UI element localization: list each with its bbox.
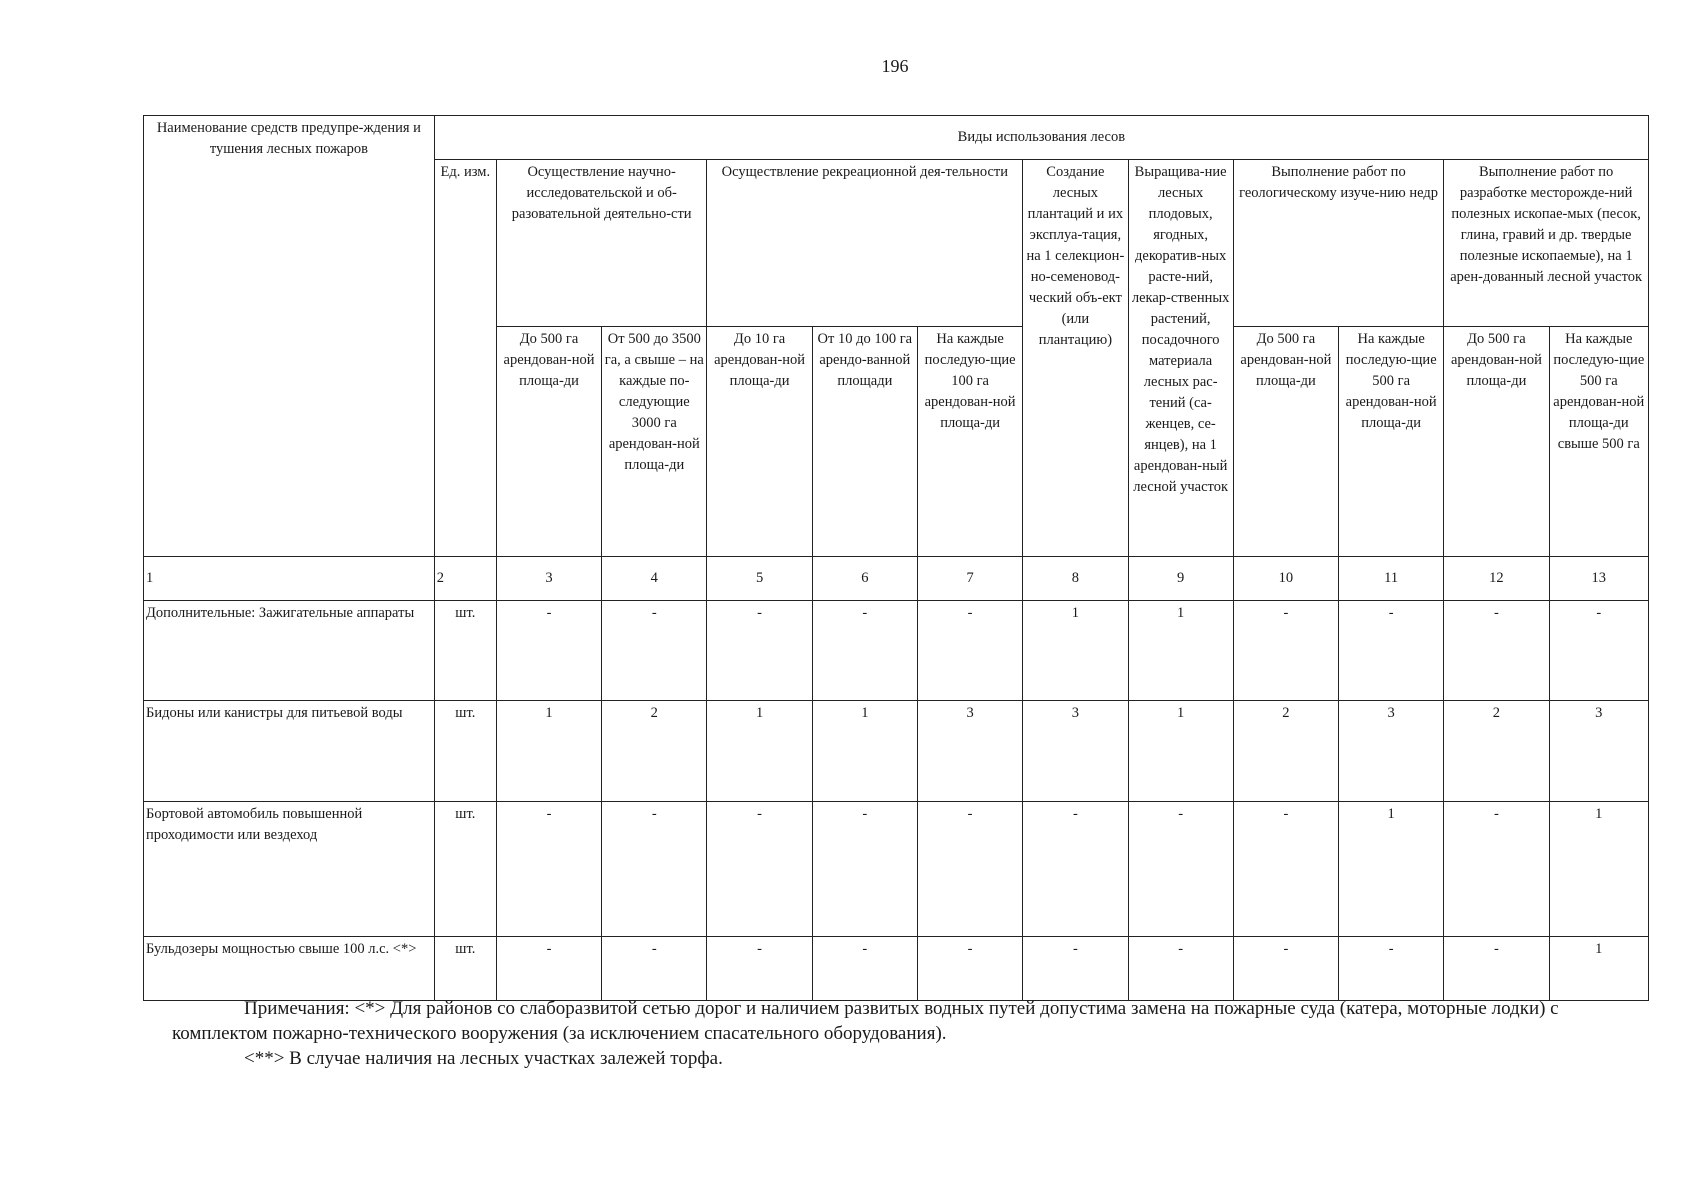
row-value: - — [1444, 937, 1549, 1001]
row-value: 3 — [1549, 701, 1648, 802]
subheader-col-4: От 500 до 3500 га, а свыше – на каждые по-следующие 3000 га арендован-ной площа-ди — [602, 327, 707, 557]
row-value: 1 — [812, 701, 917, 802]
row-value: - — [917, 802, 1022, 937]
row-value: - — [1023, 937, 1128, 1001]
row-value: - — [1233, 937, 1338, 1001]
row-value: 1 — [707, 701, 812, 802]
row-value: 1 — [1128, 701, 1233, 802]
row-unit: шт. — [434, 802, 496, 937]
column-number: 1 — [144, 557, 435, 601]
row-value: - — [1233, 601, 1338, 701]
row-value: - — [1128, 937, 1233, 1001]
row-value: 2 — [1444, 701, 1549, 802]
row-value: 1 — [1549, 937, 1648, 1001]
row-value: - — [496, 937, 601, 1001]
column-number: 9 — [1128, 557, 1233, 601]
row-value: 1 — [496, 701, 601, 802]
column-number: 12 — [1444, 557, 1549, 601]
note-footnote-2: <**> В случае наличия на лесных участках залежей торфа. — [244, 1048, 723, 1069]
row-equipment-name: Бидоны или канистры для питьевой воды — [144, 701, 435, 802]
row-value: - — [1444, 601, 1549, 701]
subheader-col-11: На каждые последую-щие 500 га арендован-ной площа-ди — [1339, 327, 1444, 557]
row-value: - — [812, 601, 917, 701]
fire-equipment-table — [143, 115, 1649, 1001]
notes — [172, 996, 1632, 1071]
table-row — [144, 937, 1649, 1001]
header-recreation: Осуществление рекреационной дея-тельности — [707, 160, 1023, 327]
row-value: - — [707, 601, 812, 701]
header-growing-plants: Выращива-ние лесных плодовых, ягодных, декоратив-ных расте-ний, лекар-ственных растений, посадочного материала лесных рас-тений (са-женцев, се-янцев), на 1 арендован-ный лесной участок — [1128, 160, 1233, 557]
row-unit: шт. — [434, 601, 496, 701]
row-value: 1 — [1339, 802, 1444, 937]
header-mineral-mining: Выполнение работ по разработке месторожде-ний полезных ископае-мых (песок, глина, гравий и др. твердые полезные ископаемые), на 1 арен-дованный лесной участок — [1444, 160, 1649, 327]
header-forest-use-types: Виды использования лесов — [434, 116, 1648, 160]
column-number: 3 — [496, 557, 601, 601]
subheader-col-6: От 10 до 100 га арендо-ванной площади — [812, 327, 917, 557]
row-value: - — [602, 601, 707, 701]
row-value: - — [496, 601, 601, 701]
row-value: - — [1549, 601, 1648, 701]
row-value: - — [917, 601, 1022, 701]
row-equipment-name: Дополнительные: Зажигательные аппараты — [144, 601, 435, 701]
row-unit: шт. — [434, 937, 496, 1001]
column-number: 4 — [602, 557, 707, 601]
table-row — [144, 701, 1649, 802]
header-plantations: Создание лесных плантаций и их эксплуа-тация, на 1 селекцион-но-семеновод-ческий объ-ект (или плантацию) — [1023, 160, 1128, 557]
header-equipment-name: Наименование средств предупре-ждения и тушения лесных пожаров — [144, 116, 435, 557]
page-number: 196 — [881, 56, 909, 76]
column-number: 8 — [1023, 557, 1128, 601]
row-value: - — [1128, 802, 1233, 937]
row-value: - — [496, 802, 601, 937]
row-value: - — [602, 937, 707, 1001]
row-value: - — [812, 937, 917, 1001]
subheader-col-10: До 500 га арендован-ной площа-ди — [1233, 327, 1338, 557]
row-value: 2 — [1233, 701, 1338, 802]
column-number: 7 — [917, 557, 1022, 601]
subheader-col-12: До 500 га арендован-ной площа-ди — [1444, 327, 1549, 557]
row-value: 3 — [1023, 701, 1128, 802]
subheader-col-5: До 10 га арендован-ной площа-ди — [707, 327, 812, 557]
row-value: - — [602, 802, 707, 937]
column-number: 2 — [434, 557, 496, 601]
row-value: 1 — [1549, 802, 1648, 937]
column-number: 11 — [1339, 557, 1444, 601]
row-value: - — [917, 937, 1022, 1001]
row-value: 2 — [602, 701, 707, 802]
column-number: 10 — [1233, 557, 1338, 601]
subheader-col-7: На каждые последую-щие 100 га арендован-ной площа-ди — [917, 327, 1022, 557]
row-unit: шт. — [434, 701, 496, 802]
table-row — [144, 802, 1649, 937]
row-value: - — [707, 802, 812, 937]
column-number-row — [144, 557, 1649, 601]
column-number: 6 — [812, 557, 917, 601]
column-number: 5 — [707, 557, 812, 601]
row-value: - — [1023, 802, 1128, 937]
row-value: 3 — [917, 701, 1022, 802]
column-number: 13 — [1549, 557, 1648, 601]
header-geological-study: Выполнение работ по геологическому изуче-нию недр — [1233, 160, 1444, 327]
row-value: - — [1339, 937, 1444, 1001]
row-value: 3 — [1339, 701, 1444, 802]
subheader-col-13: На каждые последую-щие 500 га арендован-ной площа-ди свыше 500 га — [1549, 327, 1648, 557]
row-value: - — [707, 937, 812, 1001]
table-row — [144, 601, 1649, 701]
row-equipment-name: Бульдозеры мощностью свыше 100 л.с. <*> — [144, 937, 435, 1001]
row-value: - — [812, 802, 917, 937]
row-value: 1 — [1023, 601, 1128, 701]
row-value: - — [1339, 601, 1444, 701]
row-value: 1 — [1128, 601, 1233, 701]
subheader-col-3: До 500 га арендован-ной площа-ди — [496, 327, 601, 557]
row-equipment-name: Бортовой автомобиль повышенной проходимости или вездеход — [144, 802, 435, 937]
row-value: - — [1233, 802, 1338, 937]
row-value: - — [1444, 802, 1549, 937]
header-research-education: Осуществление научно-исследовательской и об-разовательной деятельно-сти — [496, 160, 707, 327]
header-unit: Ед. изм. — [434, 160, 496, 557]
note-footnote-1: Примечания: <*> Для районов со слаборазвитой сетью дорог и наличием развитых водных путей допустима замена на пожарные суда (катера, моторные лодки) с комплектом пожарно-технического вооружения (за исключением спасательного оборудования). — [172, 998, 1559, 1044]
